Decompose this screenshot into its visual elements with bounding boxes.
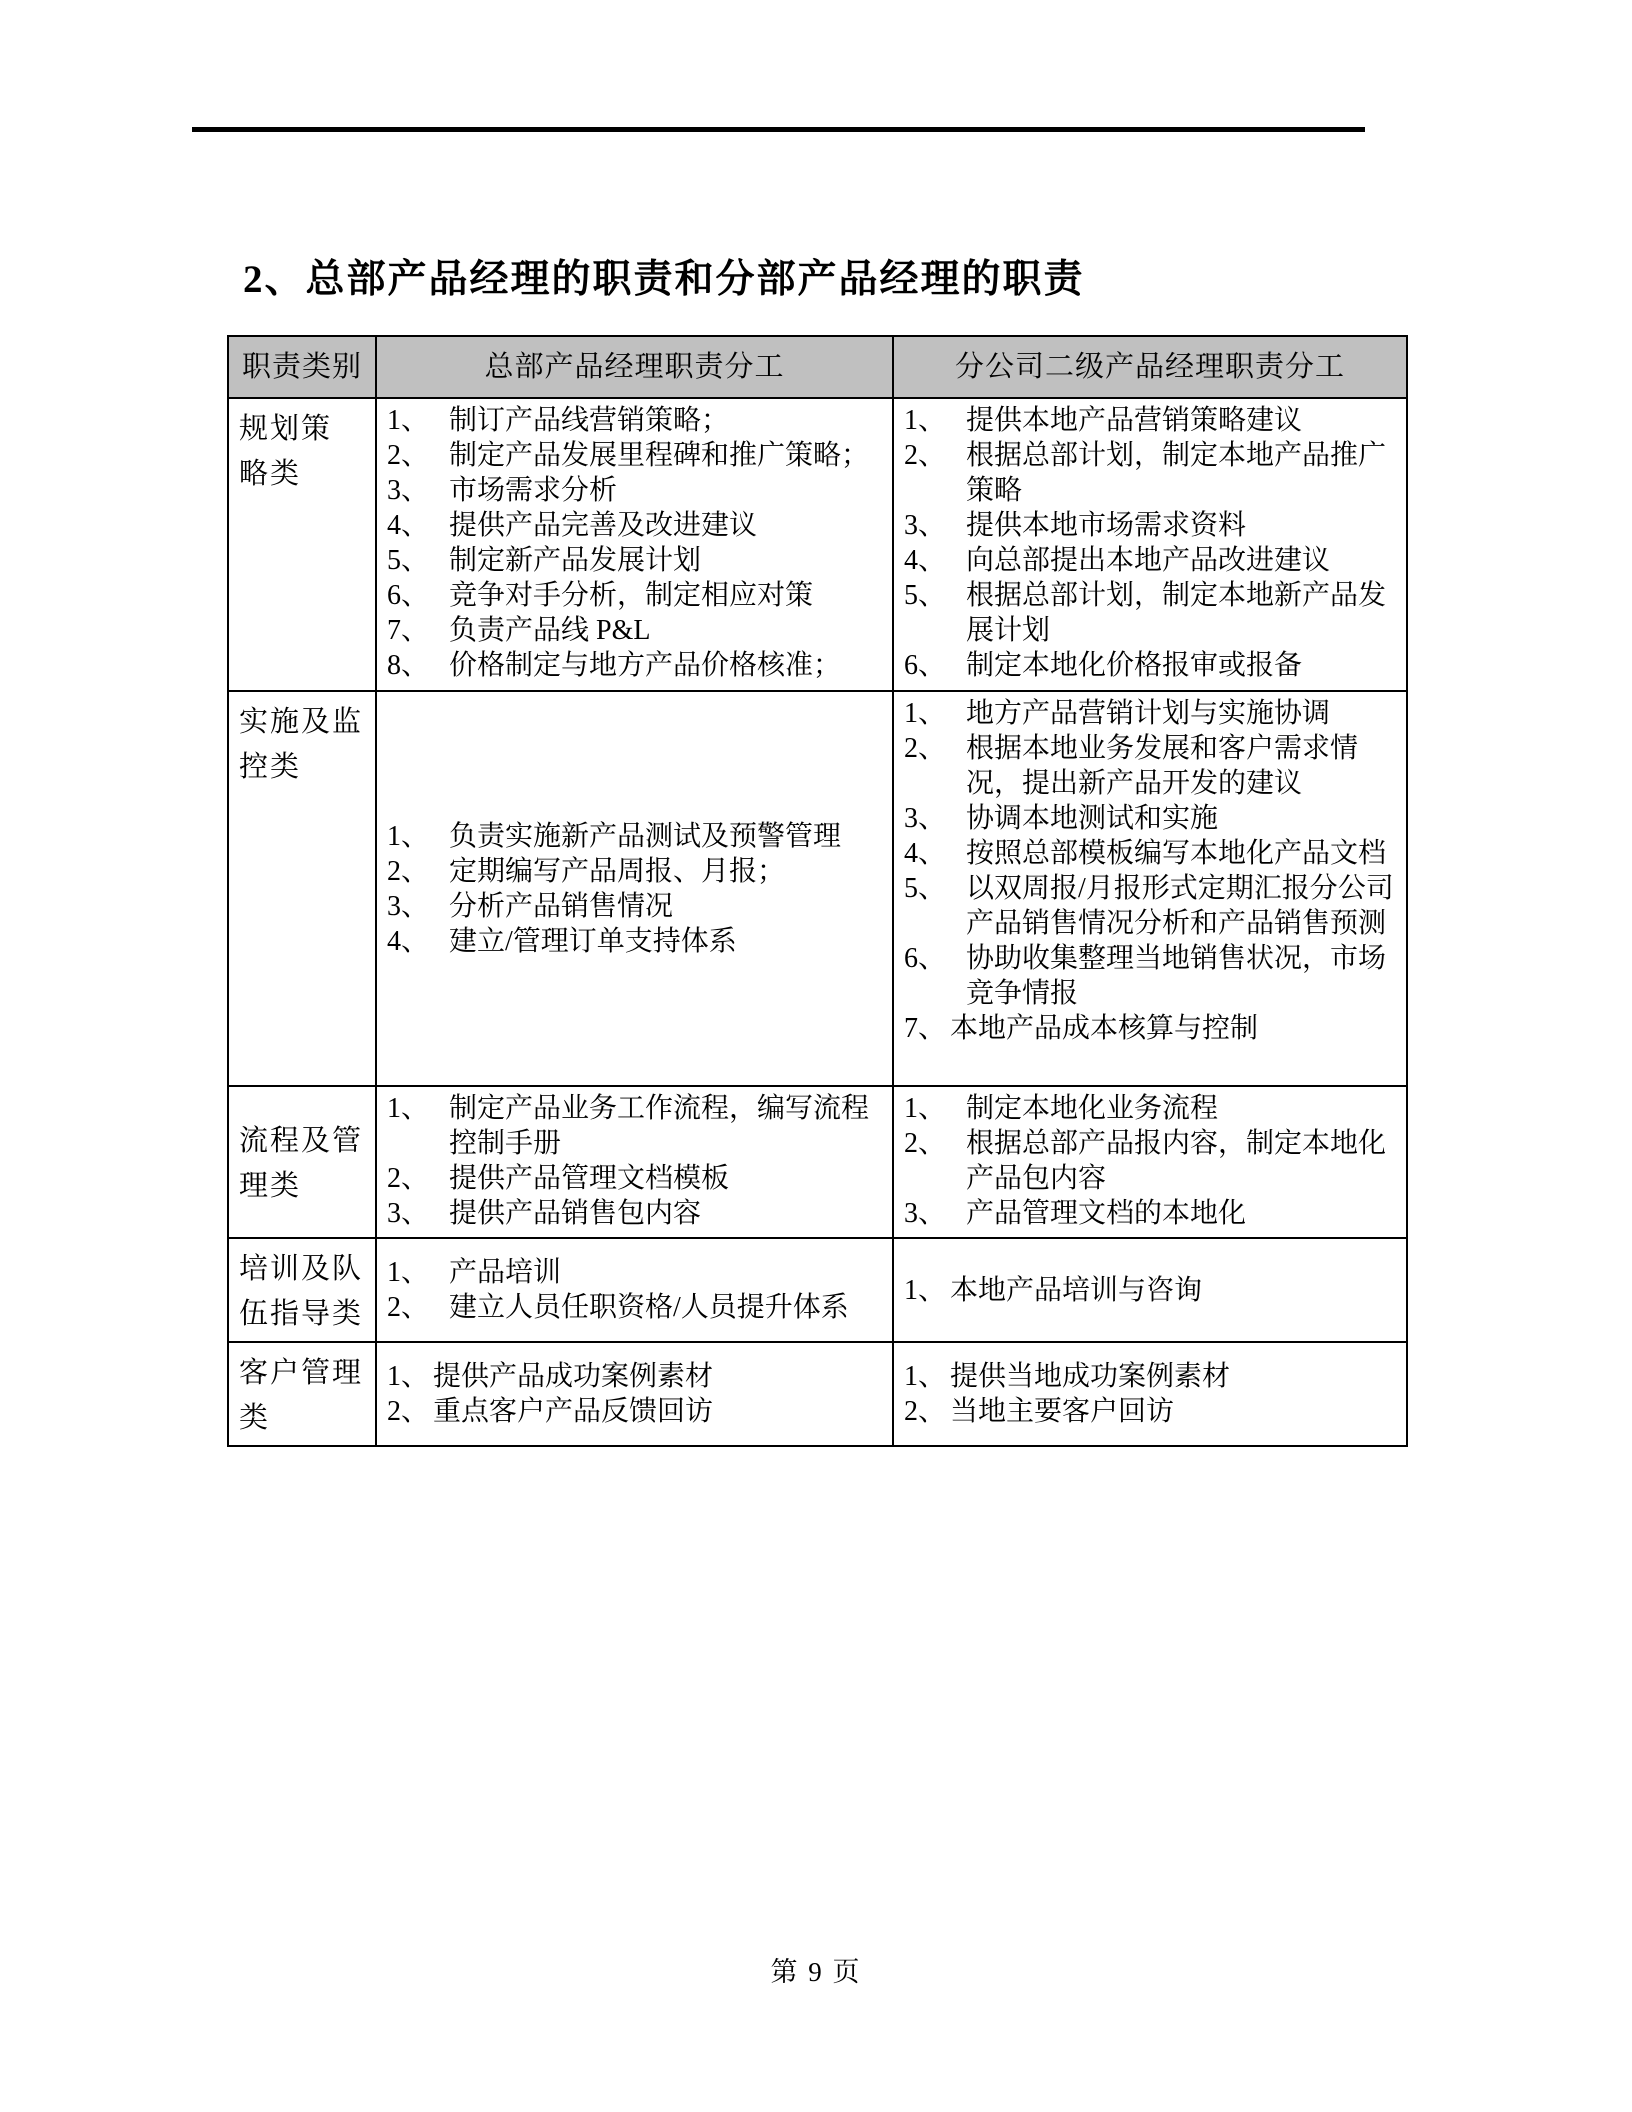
item-text: 制定新产品发展计划 [449,545,702,576]
list-item [387,1161,882,1196]
list-item [387,1359,882,1394]
item-number: 4、 [387,510,430,541]
list-item [904,403,1396,438]
item-number: 8、 [387,650,430,681]
item-number: 1、 [387,1361,430,1392]
item-number: 1、 [387,1257,430,1288]
item-number: 4、 [387,925,430,957]
category-line: 类 [239,1402,271,1434]
category-line: 规划策 [239,413,333,445]
item-text: 负责实施新产品测试及预警管理 [449,820,842,852]
category-line: 实施及监 [239,706,364,738]
item-text: 价格制定与地方产品价格核准； [449,650,842,681]
item-text: 根据本地业务发展和客户需求情况，提出新产品开发的建议 [966,733,1359,799]
item-number: 4、 [904,545,947,576]
list-item [904,1011,1396,1046]
item-number: 2、 [387,855,430,887]
list-item [904,941,1396,1011]
list-item [904,801,1396,836]
category-cell [228,691,376,1086]
list-item [904,508,1396,543]
item-number: 1、 [904,1361,947,1392]
category-line: 客户管理 [239,1357,364,1389]
list-item [904,1394,1396,1429]
item-text: 提供当地成功案例素材 [950,1361,1231,1392]
list-item [387,648,882,683]
item-text: 按照总部模板编写本地化产品文档 [966,838,1387,869]
list-item [387,1091,882,1161]
hq-duties-cell [376,398,893,691]
branch-duties-cell [893,691,1407,1086]
item-number: 5、 [387,545,430,576]
list-item [904,1359,1396,1394]
item-number: 2、 [904,440,947,471]
list-item [904,543,1396,578]
item-number: 1、 [904,698,947,729]
item-text: 提供本地产品营销策略建议 [966,405,1303,436]
responsibilities-table [227,335,1408,1447]
item-number: 5、 [904,873,947,904]
item-number: 6、 [904,943,947,974]
list-item [904,438,1396,508]
item-number: 3、 [387,475,430,506]
hq-duties-cell [376,691,893,1086]
category-cell [228,1238,376,1342]
table-header-row [228,336,1407,398]
list-item [904,731,1396,801]
item-number: 1、 [387,1093,430,1124]
page-footer: 第 9 页 [770,1957,862,1987]
list-item [387,889,882,924]
item-text: 定期编写产品周报、月报； [449,855,786,887]
item-number: 6、 [904,650,947,681]
list-item [904,1091,1396,1126]
item-number: 1、 [387,820,430,852]
item-number: 3、 [904,510,947,541]
item-text: 地方产品营销计划与实施协调 [966,698,1331,729]
table-row [228,1238,1407,1342]
list-item [387,508,882,543]
list-item [387,1394,882,1429]
column-header-hq: 总部产品经理职责分工 [376,336,893,398]
item-text: 提供产品销售包内容 [449,1198,702,1229]
category-cell [228,1342,376,1446]
branch-duties-cell [893,1238,1407,1342]
column-header-category: 职责类别 [228,336,376,398]
item-number: 1、 [904,1093,947,1124]
item-text: 产品培训 [449,1257,562,1288]
item-number: 1、 [904,1274,947,1306]
item-number: 3、 [387,890,430,922]
category-cell [228,398,376,691]
category-line: 略类 [239,458,302,490]
list-item [387,924,882,959]
list-item [904,578,1396,648]
table-row [228,398,1407,691]
item-text: 根据总部计划，制定本地新产品发展计划 [966,580,1387,646]
list-item [904,1126,1396,1196]
list-item [904,696,1396,731]
category-line: 培训及队 [239,1253,364,1285]
branch-duties-cell [893,1086,1407,1238]
hq-duties-cell [376,1086,893,1238]
item-number: 2、 [387,440,430,471]
list-item [387,1196,882,1231]
item-number: 4、 [904,838,947,869]
item-number: 3、 [904,803,947,834]
item-text: 制订产品线营销策略； [449,405,730,436]
item-text: 本地产品培训与咨询 [950,1274,1203,1306]
list-item [387,819,882,854]
item-text: 提供产品成功案例素材 [433,1361,714,1392]
item-number: 2、 [904,1396,947,1427]
list-item [904,836,1396,871]
list-item [387,438,882,473]
table-row [228,1086,1407,1238]
branch-duties-cell [893,1342,1407,1446]
item-text: 协调本地测试和实施 [966,803,1219,834]
item-text: 负责产品线 P&L [449,615,651,646]
list-item [387,543,882,578]
item-number: 3、 [904,1198,947,1229]
list-item [387,1255,882,1290]
item-text: 制定产品业务工作流程，编写流程控制手册 [449,1093,870,1159]
item-text: 根据总部产品报内容，制定本地化产品包内容 [966,1128,1387,1194]
list-item [904,648,1396,683]
list-item [387,1290,882,1325]
item-text: 竞争对手分析，制定相应对策 [449,580,814,611]
item-number: 7、 [387,615,430,646]
list-item [904,1273,1396,1308]
item-number: 3、 [387,1198,430,1229]
item-text: 产品管理文档的本地化 [966,1198,1247,1229]
item-text: 本地产品成本核算与控制 [950,1013,1259,1044]
item-number: 2、 [904,733,947,764]
list-item [387,578,882,613]
category-line: 伍指导类 [239,1298,364,1330]
table-row [228,1342,1407,1446]
list-item [387,473,882,508]
item-text: 提供产品管理文档模板 [449,1163,730,1194]
item-text: 提供本地市场需求资料 [966,510,1247,541]
item-number: 2、 [387,1163,430,1194]
branch-duties-cell [893,398,1407,691]
list-item [904,1196,1396,1231]
hq-duties-cell [376,1342,893,1446]
item-text: 市场需求分析 [449,475,618,506]
item-number: 6、 [387,580,430,611]
item-number: 1、 [904,405,947,436]
item-number: 2、 [387,1292,430,1323]
item-number: 5、 [904,580,947,611]
category-cell [228,1086,376,1238]
item-text: 根据总部计划，制定本地产品推广策略 [966,440,1387,506]
item-text: 制定产品发展里程碑和推广策略； [449,440,870,471]
list-item [387,403,882,438]
item-text: 协助收集整理当地销售状况，市场竞争情报 [966,943,1387,1009]
item-text: 以双周报/月报形式定期汇报分公司产品销售情况分析和产品销售预测 [966,873,1394,939]
category-line: 控类 [239,751,302,783]
column-header-branch: 分公司二级产品经理职责分工 [893,336,1407,398]
item-number: 7、 [904,1013,947,1044]
item-text: 重点客户产品反馈回访 [433,1396,714,1427]
table-row [228,691,1407,1086]
hq-duties-cell [376,1238,893,1342]
item-text: 当地主要客户回访 [950,1396,1175,1427]
page-title: 2、总部产品经理的职责和分部产品经理的职责 [243,258,1085,302]
item-text: 分析产品销售情况 [449,890,674,922]
header-rule [192,127,1365,132]
item-text: 向总部提出本地产品改进建议 [966,545,1331,576]
category-line: 流程及管 [239,1125,364,1157]
item-text: 建立/管理订单支持体系 [449,925,737,957]
item-text: 制定本地化价格报审或报备 [966,650,1303,681]
list-item [387,613,882,648]
item-number: 2、 [387,1396,430,1427]
item-text: 提供产品完善及改进建议 [449,510,758,541]
list-item [387,854,882,889]
item-number: 2、 [904,1128,947,1159]
item-number: 1、 [387,405,430,436]
item-text: 建立人员任职资格/人员提升体系 [449,1292,849,1323]
item-text: 制定本地化业务流程 [966,1093,1219,1124]
category-line: 理类 [239,1170,302,1202]
list-item [904,871,1396,941]
